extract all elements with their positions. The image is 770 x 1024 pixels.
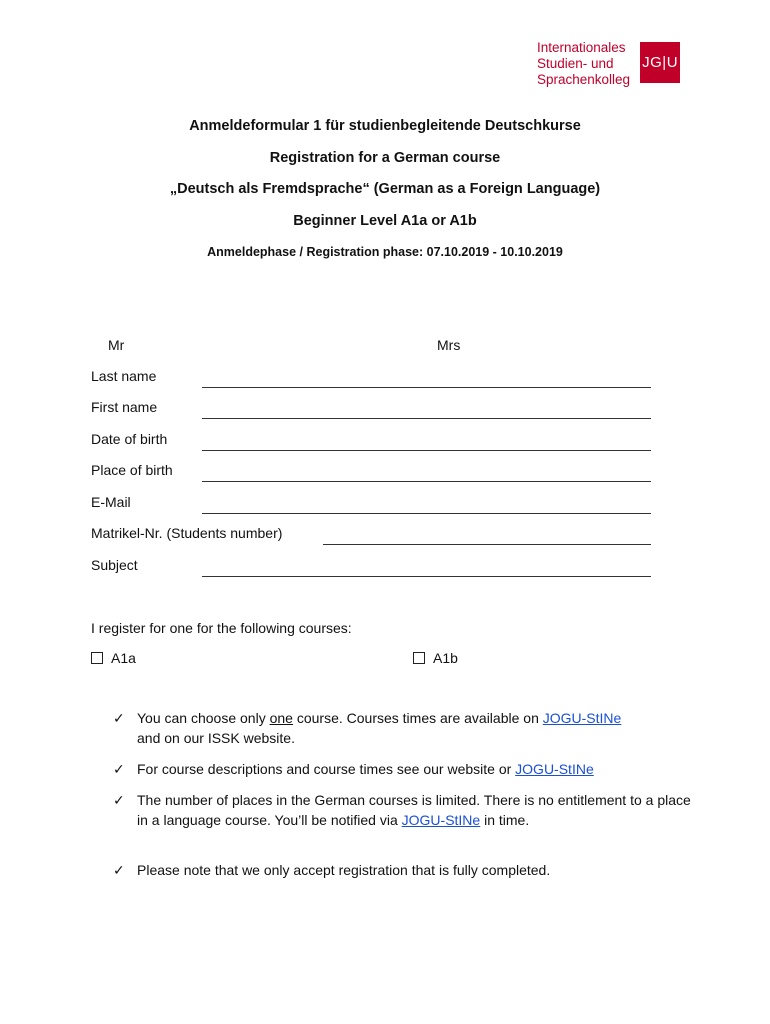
last-name-field: [91, 368, 651, 388]
a1b-checkbox[interactable]: [413, 652, 425, 664]
note-course-descriptions: [113, 760, 693, 780]
note-places-limited: [113, 791, 693, 830]
place-of-birth-label: Place of birth: [91, 462, 173, 478]
note-3-part: in time.: [480, 811, 530, 828]
logo-line-3: Sprachenkolleg: [537, 72, 631, 87]
email-field: [91, 494, 651, 514]
check-icon: ✓: [113, 862, 125, 878]
logo-line-2: Studien- und: [537, 56, 614, 71]
first-name-label: First name: [91, 399, 158, 415]
student-number-field: [91, 525, 651, 545]
jogu-stine-link[interactable]: JOGU-StINe: [542, 710, 622, 726]
last-name-input[interactable]: [202, 386, 651, 388]
a1b-label: A1b: [433, 650, 458, 666]
subject-label: Subject: [91, 557, 138, 573]
jogu-stine-link[interactable]: JOGU-StINe: [401, 811, 481, 828]
note-1-part: course. Courses times are available on: [292, 710, 543, 726]
a1a-checkbox[interactable]: [91, 652, 103, 664]
note-fully-completed: [113, 861, 693, 881]
student-number-input[interactable]: [323, 543, 651, 545]
course-intro: I register for one for the following courses:: [91, 620, 352, 636]
logo-text: [537, 40, 630, 88]
last-name-label: Last name: [91, 368, 157, 384]
first-name-input[interactable]: [202, 417, 651, 419]
note-2-part: For course descriptions and course times see our website or: [137, 761, 516, 777]
form-title-english: Registration for a German course: [269, 150, 501, 166]
check-icon: ✓: [113, 792, 125, 808]
date-of-birth-input[interactable]: [202, 449, 651, 451]
note-3-part: The number of places in the German courses is limited. There is no entitlement to a place in a language course. You’ll be notified via: [137, 792, 691, 828]
course-level: Beginner Level A1a or A1b: [293, 213, 477, 229]
place-of-birth-input[interactable]: [202, 480, 651, 482]
salutation-mr[interactable]: Mr: [108, 337, 125, 353]
note-1-text: [137, 709, 693, 748]
note-choose-one: [113, 709, 693, 748]
note-2-text: [137, 760, 693, 780]
jgu-logo-mark: JG|U: [640, 42, 680, 83]
form-title-german: Anmeldeformular 1 für studienbegleitende Deutschkurse: [189, 118, 581, 134]
check-icon: ✓: [113, 761, 125, 777]
note-1-part: You can choose only: [137, 710, 270, 726]
date-of-birth-label: Date of birth: [91, 431, 168, 447]
course-option-a1a[interactable]: [91, 650, 136, 666]
note-3-text: [137, 791, 693, 830]
form-subtitle: „Deutsch als Fremdsprache“ (German as a Foreign Language): [169, 181, 601, 197]
logo-line-1: Internationales: [537, 40, 626, 55]
note-1-emphasis: one: [269, 710, 293, 726]
first-name-field: [91, 399, 651, 419]
note-1-part: and on our ISSK website.: [137, 729, 295, 746]
place-of-birth-field: [91, 462, 651, 482]
registration-phase: Anmeldephase / Registration phase: 07.10.2019 - 10.10.2019: [207, 245, 563, 259]
date-of-birth-field: [91, 431, 651, 451]
note-4-text: Please note that we only accept registration that is fully completed.: [137, 862, 551, 878]
student-number-label: Matrikel-Nr. (Students number): [91, 525, 283, 541]
subject-input[interactable]: [202, 575, 651, 577]
a1a-label: A1a: [111, 650, 136, 666]
salutation-mrs[interactable]: Mrs: [437, 337, 461, 353]
email-input[interactable]: [202, 512, 651, 514]
course-option-a1b[interactable]: [413, 650, 458, 666]
check-icon: ✓: [113, 710, 125, 726]
email-label: E-Mail: [91, 494, 131, 510]
jgu-logo: [537, 40, 680, 88]
subject-field: [91, 557, 651, 577]
jogu-stine-link[interactable]: JOGU-StINe: [515, 761, 594, 777]
